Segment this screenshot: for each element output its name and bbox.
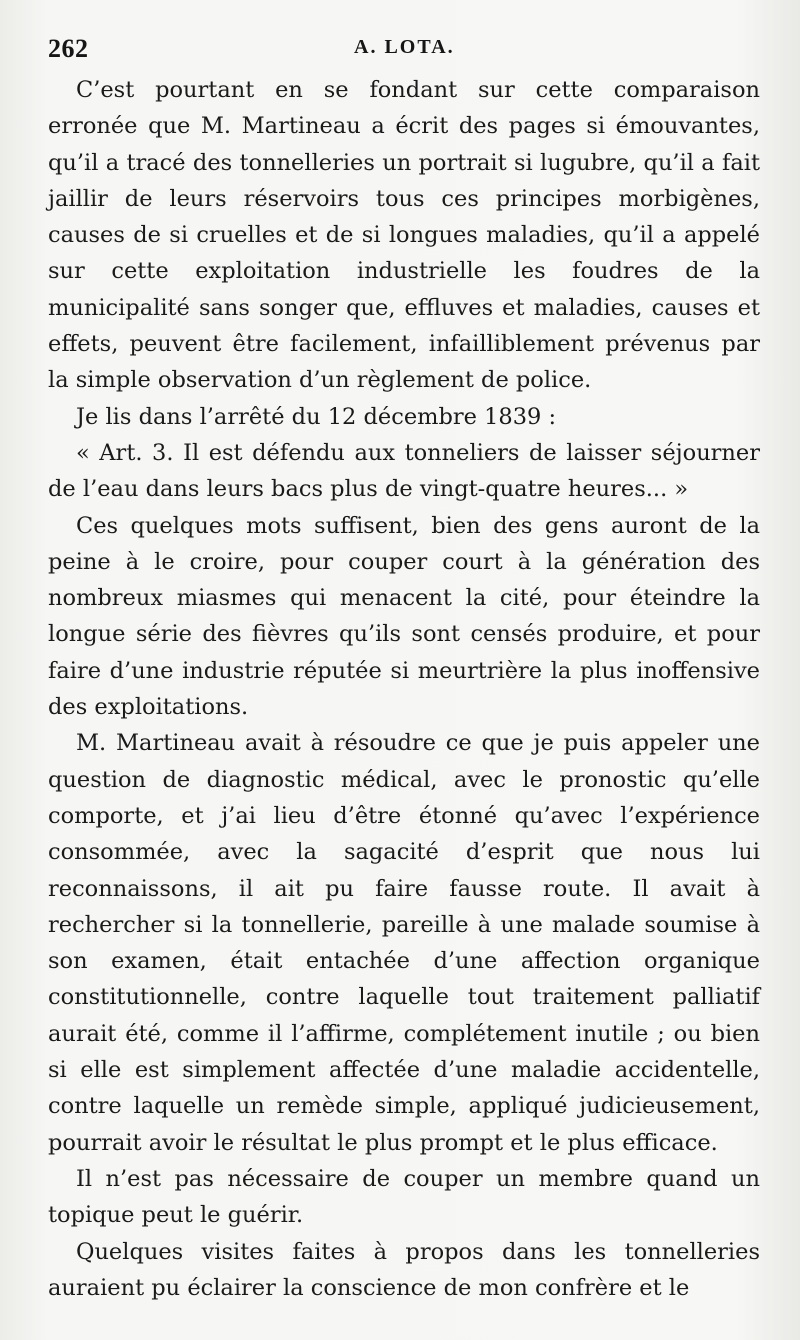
paragraph: C’est pourtant en se fondant sur cette comparaison erronée que M. Martineau a écrit des pages si émouvantes, qu’il a tracé des tonnelleries un portrait si lugubre, qu’il a fait jaillir de leurs réservoirs tous ces principes morbigènes, causes de si cruelles et de si longues maladies, qu’il a appelé sur cette exploitation industrielle les foudres de la municipalité sans songer que, effluves et maladies, causes et effets, peuvent être facilement, infailliblement prévenus par la simple observation d’un règlement de police. <box>48 77 760 394</box>
paragraph: Ces quelques mots suffisent, bien des gens auront de la peine à le croire, pour couper court à la génération des nombreux miasmes qui menacent la cité, pour éteindre la longue série des fièvres qu’ils sont censés produire, et pour faire d’une industrie réputée si meurtrière la plus inoffensive des exploitations. <box>48 512 760 721</box>
paragraph: Quelques visites faites à propos dans les tonnelleries auraient pu éclairer la conscience de mon confrère et le <box>48 1238 760 1301</box>
page-number: 262 <box>48 34 89 63</box>
quoted-article: « Art. 3. Il est défendu aux tonneliers de laisser séjourner de l’eau dans leurs bacs plus de vingt-quatre heures... » <box>48 439 760 503</box>
body-text <box>48 72 760 1306</box>
paragraph: M. Martineau avait à résoudre ce que je puis appeler une question de diagnostic médical, avec le pronostic qu’elle comporte, et j’ai lieu d’être étonné qu’avec l’expérience consommée, avec la sagacité d’esprit que nous lui reconnaissons, il ait pu faire fausse route. Il avait à rechercher si la tonnellerie, pareille à une malade soumise à son examen, était entachée d’une affection organique constitutionnelle, contre laquelle tout traitement palliatif aurait été, comme il l’affirme, complétement inutile ; ou bien si elle est simplement affectée d’une maladie accidentelle, contre laquelle un remède simple, appliqué judicieusement, pourrait avoir le résultat le plus prompt et le plus efficace. <box>48 730 760 1156</box>
paragraph: Il n’est pas nécessaire de couper un membre quand un topique peut le guérir. <box>48 1165 760 1229</box>
page-header <box>48 28 760 64</box>
paragraph: Je lis dans l’arrêté du 12 décembre 1839 : <box>76 403 557 430</box>
running-title: A. LOTA. <box>354 36 455 58</box>
